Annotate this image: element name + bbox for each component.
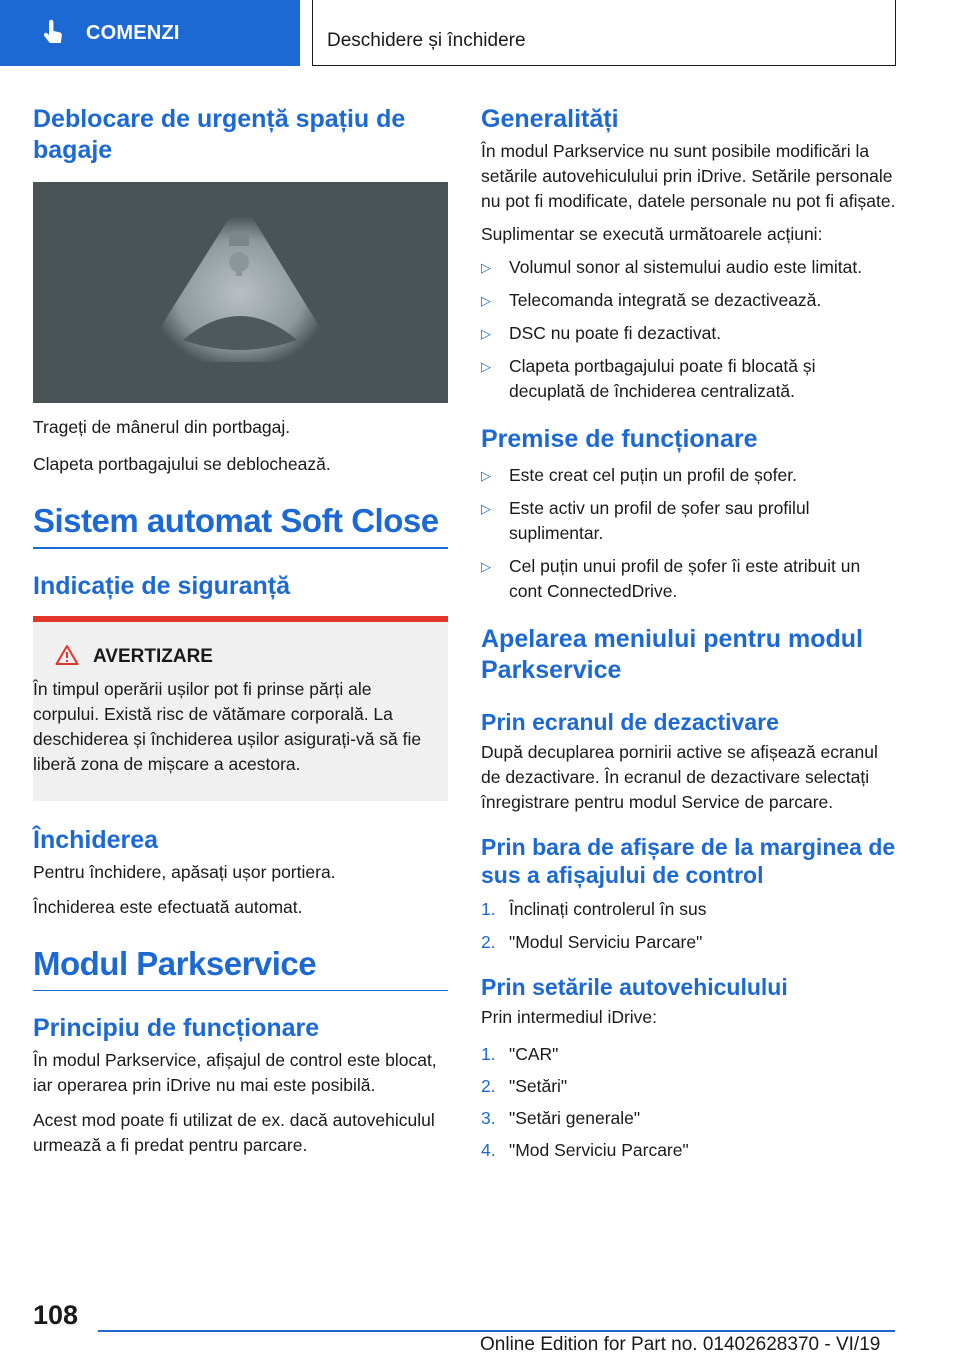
principle-text-1: În modul Parkservice, afișajul de control este blocat, iar operarea prin iDrive nu mai este posibilă. <box>33 1050 437 1095</box>
emergency-release-heading: Deblocare de urgență spațiu de bagaje <box>33 105 406 164</box>
footer-rule <box>98 1330 895 1332</box>
warning-box <box>33 616 448 801</box>
triangle-bullet-icon: ▷ <box>481 468 491 483</box>
via-settings-heading: Prin setările autovehiculului <box>481 974 788 1000</box>
prerequisites-list <box>481 463 896 604</box>
warning-title: AVERTIZARE <box>93 646 213 667</box>
list-item: 1. Înclinați controlerul în sus <box>481 899 707 919</box>
left-column <box>33 100 448 1158</box>
hand-pointer-icon <box>34 13 74 53</box>
chapter-tab <box>312 0 896 66</box>
list-item: 4. "Mod Serviciu Parcare" <box>481 1140 689 1160</box>
footer-edition: Online Edition for Part no. 01402628370 - VI/19 <box>480 1334 881 1355</box>
list-item: ▷ Cel puțin unui profil de șofer îi este atribuit un cont ConnectedDrive. <box>481 556 861 601</box>
triangle-bullet-icon: ▷ <box>481 501 491 516</box>
soft-close-heading: Sistem automat Soft Close <box>33 502 439 539</box>
triangle-bullet-icon: ▷ <box>481 326 491 341</box>
closing-heading: Închiderea <box>33 825 159 854</box>
warning-header <box>33 622 448 671</box>
right-column <box>481 100 896 1163</box>
list-item: 2. "Setări" <box>481 1076 568 1096</box>
parkservice-heading: Modul Parkservice <box>33 944 317 982</box>
list-item: ▷ DSC nu poate fi dezactivat. <box>481 321 896 346</box>
heading-rule <box>33 990 448 992</box>
trunk-handle-image <box>33 182 448 403</box>
via-bar-steps <box>481 897 896 955</box>
list-item: ▷ Clapeta portbagajului poate fi blocată și decuplată de închiderea centralizată. <box>481 356 816 401</box>
chapter-title: Deschidere și închidere <box>327 30 526 51</box>
page-number: 108 <box>33 1300 79 1330</box>
triangle-bullet-icon: ▷ <box>481 260 491 275</box>
warning-text: În timpul operării ușilor pot fi prinse părți ale corpului. Există risc de vătămare corporală. La deschiderea și închiderea ușilor asigurați-vă să fie liberă zona de mișcare a acestora. <box>33 678 422 774</box>
general-text-2: Suplimentar se execută următoarele acțiuni: <box>481 224 823 244</box>
section-label: COMENZI <box>86 21 180 44</box>
general-list <box>481 255 896 404</box>
principle-text-2: Acest mod poate fi utilizat de ex. dacă autovehiculul urmează a fi predat pentru parcare. <box>33 1110 435 1155</box>
triangle-bullet-icon: ▷ <box>481 359 491 374</box>
call-menu-heading: Apelarea meniului pentru modul Parkservice <box>481 625 863 684</box>
section-header <box>0 0 300 66</box>
via-screen-text: După decuplarea pornirii active se afișează ecranul de dezactivare. În ecranul de dezactivare selectați înregistrare pentru modul Service de parcare. <box>481 742 878 812</box>
list-item: 1. "CAR" <box>481 1044 559 1064</box>
list-item: 3. "Setări generale" <box>481 1108 641 1128</box>
list-item: ▷ Telecomanda integrată se dezactivează. <box>481 288 896 313</box>
triangle-bullet-icon: ▷ <box>481 293 491 308</box>
closing-text-press: Pentru închidere, apăsați ușor portiera. <box>33 861 336 882</box>
general-text-1: În modul Parkservice nu sunt posibile modificări la setările autovehiculului prin iDrive. Setările personale nu pot fi modificate, datele personale nu pot fi afișate. <box>481 141 896 211</box>
via-settings-steps <box>481 1042 896 1163</box>
safety-heading: Indicație de siguranță <box>33 571 291 600</box>
list-item: ▷ Volumul sonor al sistemului audio este limitat. <box>481 255 896 280</box>
closing-text-auto: Închiderea este efectuată automat. <box>33 896 303 917</box>
heading-rule <box>33 547 448 549</box>
list-item: ▷ Este creat cel puțin un profil de șofer. <box>481 463 896 488</box>
list-item: ▷ Este activ un profil de șofer sau profilul suplimentar. <box>481 498 810 543</box>
principle-heading: Principiu de funcționare <box>33 1014 320 1042</box>
photo-caption-unlock: Clapeta portbagajului se deblochează. <box>33 454 331 474</box>
via-settings-text: Prin intermediul iDrive: <box>481 1007 658 1027</box>
triangle-bullet-icon: ▷ <box>481 559 491 574</box>
general-heading: Generalități <box>481 105 619 133</box>
photo-caption-pull: Trageți de mânerul din portbagaj. <box>33 417 291 437</box>
via-bar-heading: Prin bara de afișare de la marginea de sus a afișajului de control <box>481 834 896 888</box>
list-item: 2. "Modul Serviciu Parcare" <box>481 932 703 952</box>
prerequisites-heading: Premise de funcționare <box>481 425 758 453</box>
warning-triangle-icon <box>55 644 79 671</box>
via-screen-heading: Prin ecranul de dezactivare <box>481 709 779 735</box>
